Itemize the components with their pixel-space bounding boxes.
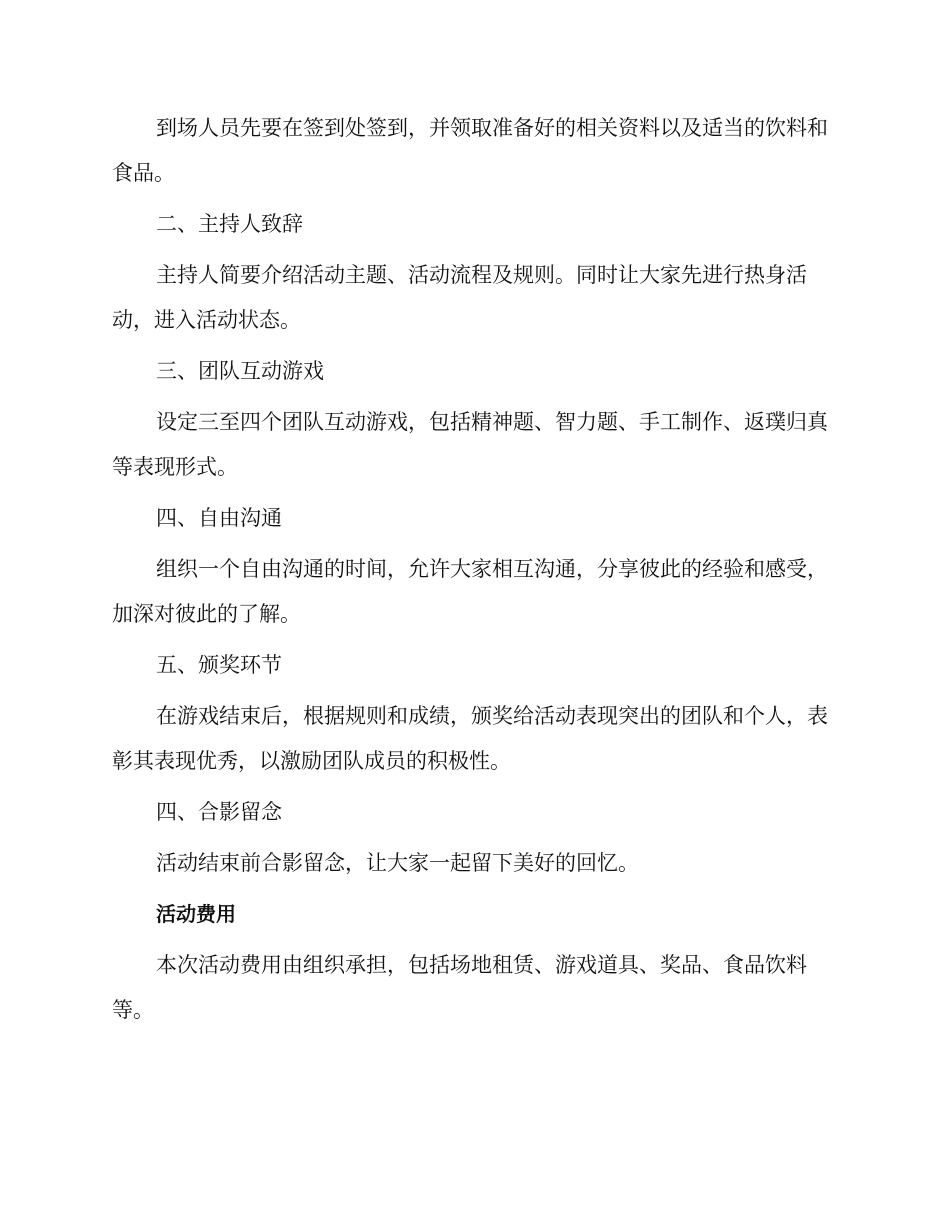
heading-free-communication: 四、自由沟通	[156, 506, 282, 530]
heading-host-speech: 二、主持人致辞	[156, 212, 303, 236]
heading-team-games: 三、团队互动游戏	[156, 359, 324, 383]
paragraph-team-games: 设定三至四个团队互动游戏，包括精神题、智力题、手工制作、返璞归真等表现形式。	[112, 410, 828, 479]
heading-activity-cost: 活动费用	[156, 902, 236, 926]
paragraph-host-speech: 主持人简要介绍活动主题、活动流程及规则。同时让大家先进行热身活动，进入活动状态。	[112, 263, 807, 332]
paragraph-free-communication: 组织一个自由沟通的时间，允许大家相互沟通，分享彼此的经验和感受，加深对彼此的了解。	[112, 557, 828, 626]
paragraph-check-in: 到场人员先要在签到处签到，并领取准备好的相关资料以及适当的饮料和食品。	[112, 116, 828, 185]
paragraph-activity-cost: 本次活动费用由组织承担，包括场地租赁、游戏道具、奖品、食品饮料等。	[112, 953, 807, 1022]
paragraph-awards: 在游戏结束后，根据规则和成绩，颁奖给活动表现突出的团队和个人，表彰其表现优秀，以激励团队成员的积极性。	[112, 704, 828, 773]
paragraph-group-photo: 活动结束前合影留念，让大家一起留下美好的回忆。	[156, 851, 639, 875]
heading-group-photo: 四、合影留念	[156, 800, 282, 824]
heading-awards: 五、颁奖环节	[156, 653, 282, 677]
document-body	[112, 106, 840, 1039]
